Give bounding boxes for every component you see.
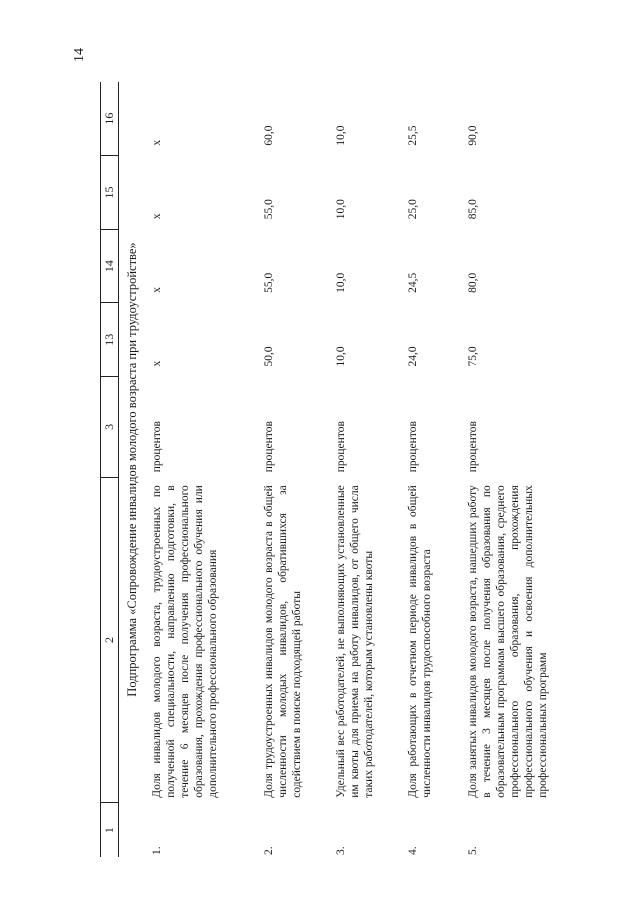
table-row <box>259 82 331 857</box>
header-cell: 13 <box>101 303 119 377</box>
value-cell: 60,0 <box>262 125 275 146</box>
row-number: 4. <box>406 846 419 855</box>
rotated-table-wrapper <box>100 82 549 857</box>
value-cell: 80,0 <box>466 272 479 293</box>
row-number: 5. <box>466 846 479 855</box>
header-cell: 14 <box>101 229 119 303</box>
header-cell: 16 <box>101 82 119 156</box>
value-cell: х <box>150 213 163 220</box>
indicator-description: Удельный вес работодателей, не выполняющих установленные им квоты для приема на работу инвалидов, от общего числа таких работодателей, которым установлены квоты <box>334 485 375 798</box>
header-cell: 2 <box>101 477 119 803</box>
indicators-table <box>100 82 553 857</box>
indicator-description: Доля инвалидов молодого возраста, трудоустроенных по полученной специальности, направлению подготовки, в течение 6 месяцев после получения профессионального образования, прохождения профессионального обучения или дополнительного профессионального образования <box>150 485 219 798</box>
table-header-row <box>101 82 119 857</box>
unit-cell: процентов <box>150 421 163 473</box>
row-number: 3. <box>334 846 347 855</box>
indicator-description: Доля работающих в отчетном периоде инвалидов в общей численности инвалидов трудоспособного возраста <box>406 485 433 798</box>
value-cell: 24,5 <box>406 272 419 293</box>
unit-cell: процентов <box>406 421 419 473</box>
row-number: 2. <box>262 846 275 855</box>
value-cell: 75,0 <box>466 346 479 367</box>
value-cell: 10,0 <box>334 199 347 220</box>
value-cell: 25,0 <box>406 199 419 220</box>
value-cell: 85,0 <box>466 199 479 220</box>
value-cell: 55,0 <box>262 272 275 293</box>
value-cell: х <box>150 139 163 146</box>
table-row <box>147 82 259 857</box>
unit-cell: процентов <box>334 421 347 473</box>
table-row <box>463 82 553 857</box>
subprogram-title: Подпрограмма «Сопровождение инвалидов молодого возраста при трудоустройстве» <box>124 242 139 697</box>
value-cell: х <box>150 287 163 293</box>
value-cell: 10,0 <box>334 272 347 293</box>
unit-cell: процентов <box>262 421 275 473</box>
value-cell: 90,0 <box>466 125 479 146</box>
indicator-description: Доля занятых инвалидов молодого возраста, нашедших работу в течение 3 месяцев после получения образования по образовательным программам высшего образования, среднего профессионального образования, прохождения профессионального обучения и освоения дополнительных профессиональных программ <box>466 485 549 798</box>
value-cell: 25,5 <box>406 125 419 146</box>
header-cell: 15 <box>101 156 119 230</box>
value-cell: 50,0 <box>262 346 275 367</box>
header-cell: 1 <box>101 803 119 857</box>
value-cell: 10,0 <box>334 346 347 367</box>
subprogram-row <box>118 82 147 857</box>
table-row <box>331 82 403 857</box>
value-cell: 24,0 <box>406 346 419 367</box>
value-cell: 55,0 <box>262 199 275 220</box>
value-cell: 10,0 <box>334 125 347 146</box>
unit-cell: процентов <box>466 421 479 473</box>
header-cell: 3 <box>101 377 119 478</box>
page-number: 14 <box>72 48 87 62</box>
indicator-description: Доля трудоустроенных инвалидов молодого возраста в общей численности молодых инвалидов, обратившихся за содействием в поиске подходящей работы <box>262 485 303 798</box>
value-cell: х <box>150 360 163 367</box>
row-number: 1. <box>150 846 163 855</box>
table-row <box>403 82 463 857</box>
